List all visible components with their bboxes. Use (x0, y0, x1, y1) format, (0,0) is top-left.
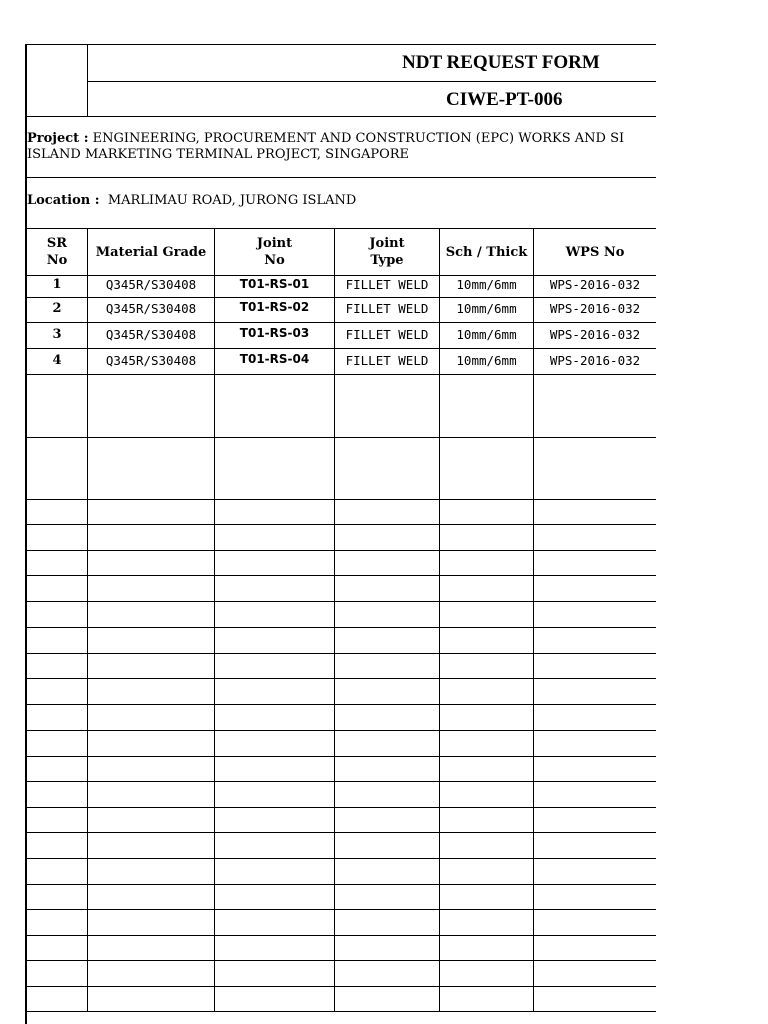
cell-joint-no: T01-RS-03 (239, 326, 310, 340)
header-type-line2: Type (370, 253, 404, 268)
title-mid-divider (87, 81, 656, 82)
table-row-divider (27, 550, 656, 551)
table-column-divider (439, 228, 440, 1011)
cell-material: Q345R/S30408 (105, 301, 197, 316)
table-row-divider (27, 297, 656, 298)
table-row-divider (27, 832, 656, 833)
form-title: NDT REQUEST FORM (402, 52, 600, 73)
table-row-divider (27, 348, 656, 349)
cell-wps-no: WPS-2016-032 (549, 327, 641, 342)
project-name-line-1: ENGINEERING, PROCUREMENT AND CONSTRUCTION (EPC) WORKS AND SI (92, 131, 625, 146)
table-row-divider (27, 1011, 656, 1012)
cell-wps-no: WPS-2016-032 (549, 353, 641, 368)
cell-joint-type: FILLET WELD (345, 353, 429, 368)
cell-joint-no: T01-RS-02 (239, 300, 310, 314)
table-row-divider (27, 275, 656, 276)
header-joint-line2: No (264, 253, 285, 268)
table-row-divider (27, 909, 656, 910)
header-sch-label: Sch / Thick (445, 244, 528, 260)
table-row-divider (27, 437, 656, 438)
location-row (27, 193, 356, 208)
header-joint-no (215, 229, 334, 275)
header-material-grade (88, 229, 214, 275)
cell-material: Q345R/S30408 (105, 327, 197, 342)
table-column-divider (533, 228, 534, 1011)
table-row-divider (27, 653, 656, 654)
cell-material: Q345R/S30408 (105, 353, 197, 368)
cell-sr: 2 (52, 301, 62, 316)
cell-wps-no: WPS-2016-032 (549, 301, 641, 316)
table-column-divider (87, 228, 88, 1011)
table-row-divider (27, 935, 656, 936)
table-row-divider (27, 524, 656, 525)
table-row-divider (27, 730, 656, 731)
cell-joint-type: FILLET WELD (345, 301, 429, 316)
location-value: MARLIMAU ROAD, JURONG ISLAND (107, 193, 357, 208)
title-bottom-border (25, 116, 656, 117)
project-label: Project : (27, 131, 89, 146)
table-row-divider (27, 884, 656, 885)
header-sr-line1: SR (46, 236, 68, 251)
table-row-divider (27, 781, 656, 782)
table-row-divider (27, 858, 656, 859)
cell-sch-thick: 10mm/6mm (456, 277, 517, 292)
header-sch-thick (440, 229, 533, 275)
header-type-line1: Joint (369, 236, 405, 251)
table-row-divider (27, 627, 656, 628)
table-row-divider (27, 499, 656, 500)
project-name-line-2: ISLAND MARKETING TERMINAL PROJECT, SINGAPORE (27, 147, 410, 162)
project-divider (25, 177, 656, 178)
logo-box-divider (87, 44, 88, 116)
table-column-divider (214, 228, 215, 1011)
table-row-divider (27, 807, 656, 808)
table-row-divider (27, 322, 656, 323)
project-line-1 (27, 131, 656, 147)
title-top-border (25, 44, 656, 45)
cell-joint-type: FILLET WELD (345, 277, 429, 292)
header-wps-no (534, 229, 656, 275)
cell-material: Q345R/S30408 (105, 277, 197, 292)
table-row-divider (27, 601, 656, 602)
table-row-divider (27, 678, 656, 679)
cell-joint-type: FILLET WELD (345, 327, 429, 342)
table-row-divider (27, 575, 656, 576)
header-sr-no (27, 229, 87, 275)
header-wps-label: WPS No (565, 244, 625, 260)
header-sr-line2: No (46, 253, 68, 268)
table-row-divider (27, 960, 656, 961)
table-row-divider (27, 756, 656, 757)
location-label: Location : (27, 193, 100, 208)
header-joint-line1: Joint (256, 236, 293, 251)
cell-sr: 3 (52, 327, 62, 342)
cell-wps-no: WPS-2016-032 (549, 277, 641, 292)
table-row-divider (27, 704, 656, 705)
cell-sr: 4 (52, 353, 62, 368)
table-column-divider (334, 228, 335, 1011)
table-row-divider (27, 986, 656, 987)
form-code: CIWE-PT-006 (446, 89, 563, 110)
cell-sch-thick: 10mm/6mm (456, 353, 517, 368)
cell-sch-thick: 10mm/6mm (456, 327, 517, 342)
header-material-label: Material Grade (95, 244, 207, 260)
header-joint-type (335, 229, 439, 275)
cell-joint-no: T01-RS-01 (239, 277, 310, 291)
outer-left-border (25, 44, 27, 1024)
cell-joint-no: T01-RS-04 (239, 352, 310, 366)
table-row-divider (27, 374, 656, 375)
cell-sr: 1 (52, 277, 62, 292)
cell-sch-thick: 10mm/6mm (456, 301, 517, 316)
